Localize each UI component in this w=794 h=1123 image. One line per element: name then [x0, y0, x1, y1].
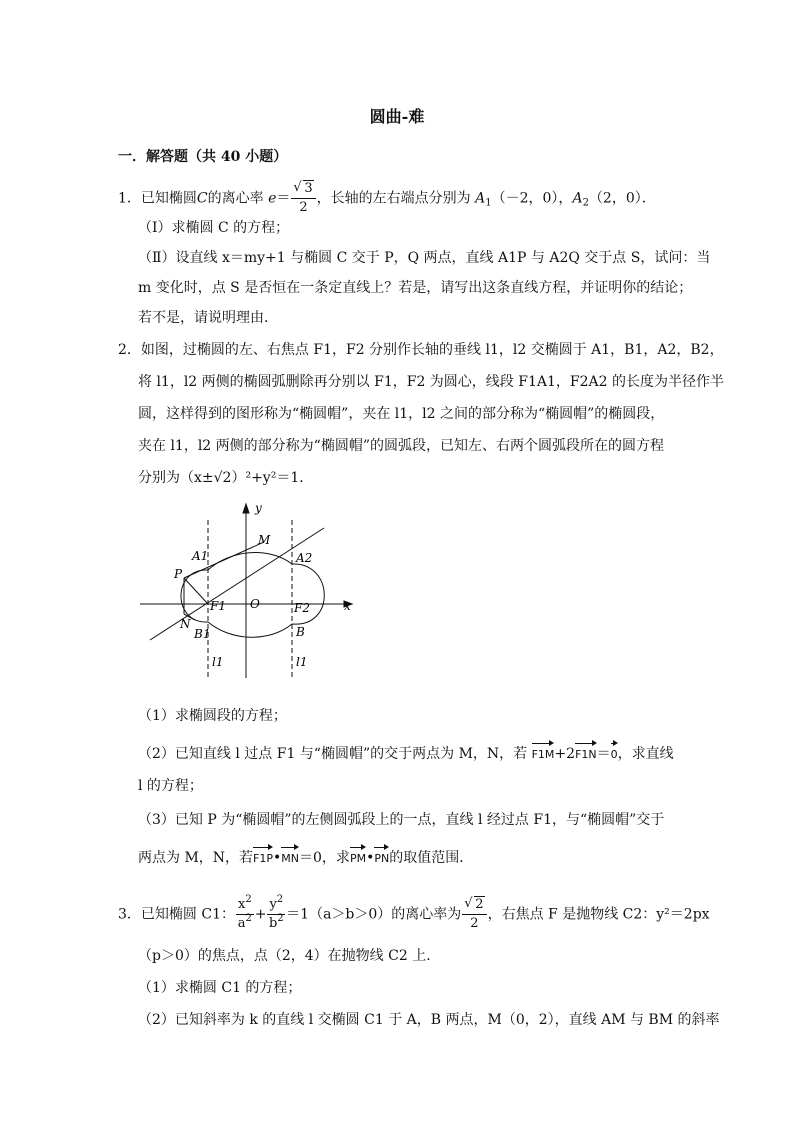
label-a1: A1 — [192, 549, 209, 563]
label-l1-right: l1 — [296, 655, 308, 669]
ellipse-cap-figure — [140, 496, 370, 686]
q2-sub-2-cont: l 的方程； — [138, 778, 203, 794]
label-l1-left: l1 — [212, 655, 224, 669]
label-f1: F1 — [210, 599, 226, 613]
page-title: 圆曲-难 — [369, 107, 425, 126]
vector-pm: PM — [350, 844, 366, 869]
label-p: P — [174, 567, 183, 581]
y-axis-arrow — [243, 504, 249, 513]
q2-sub-2: （2）已知直线 l 过点 F1 与“椭圆帽”的交于两点为 M，N，若 F1M+2F1N＝0，求直线 — [138, 740, 674, 765]
q2-line-5: 分别为（x±√2）²+y²＝1． — [138, 470, 314, 486]
q2-line-3: 圆，这样得到的图形称为“椭圆帽”，夹在 l1，l2 之间的部分称为“椭圆帽”的椭圆段， — [138, 406, 665, 422]
label-m: M — [258, 533, 271, 547]
q2-sub-3-cont: 两点为 M，N，若F1P•MN＝0，求PM•PN的取值范围． — [138, 844, 473, 869]
segment-pf1 — [184, 578, 208, 604]
fraction-sqrt2-2: √ $\frac{2}{2}$ — [462, 896, 486, 933]
label-y: y — [255, 501, 262, 515]
q3-sub-1: （1）求椭圆 C1 的方程； — [138, 980, 302, 996]
label-x: x — [344, 599, 351, 613]
q2-line-4: 夹在 l1，l2 两侧的部分称为“椭圆帽”的圆弧段，已知左、右两个圆弧段所在的圆方程 — [138, 438, 664, 454]
q1-part-2-end: 若不是，请说明理由． — [138, 310, 278, 326]
label-o: O — [250, 597, 260, 611]
vector-f1m: F1M — [532, 740, 555, 765]
label-n: N — [180, 617, 191, 631]
label-f2: F2 — [294, 601, 310, 615]
line-l — [150, 528, 324, 640]
vector-zero: 0 — [611, 740, 618, 765]
ellipse-bottom — [208, 622, 292, 637]
q2-sub-3: （3）已知 P 为“椭圆帽”的左侧圆弧段上的一点，直线 l 经过点 F1，与“椭圆帽”交于 — [138, 812, 665, 828]
q3-line-2: （p＞0）的焦点，点（2，4）在抛物线 C2 上． — [138, 948, 441, 964]
q3-line-1: 3．已知椭圆 C1： $\frac{x^2}{a^2}$ + $\frac{y^2}{b^2}$ ＝1（a＞b＞0）的离心率为 √ $\frac{2}{2}$ ，右焦点 F 是抛物线 C2：y²＝2px — [118, 896, 710, 933]
label-a2: A2 — [296, 551, 313, 565]
fraction-x2-a2: $\frac{x^2}{a^2}$ — [237, 894, 252, 931]
vector-f1n: F1N — [575, 740, 597, 765]
q3-sub-2: （2）已知斜率为 k 的直线 l 交椭圆 C1 于 A，B 两点，M（0，2），直线 AM 与 BM 的斜率 — [138, 1012, 720, 1028]
fraction: √ $\frac{3}{2}$ — [291, 180, 315, 217]
section-heading: 一．解答题（共 40 小题） — [118, 149, 288, 165]
q1-part-1: （Ⅰ）求椭圆 C 的方程； — [138, 220, 290, 236]
label-b1: B1 — [194, 627, 211, 641]
q2-line-2: 将 l1，l2 两侧的椭圆弧删除再分别以 F1，F2 为圆心，线段 F1A1，F2A2 的长度为半径作半 — [138, 374, 724, 390]
label-b: B — [296, 625, 305, 639]
right-arc — [292, 564, 324, 624]
vector-pn: PN — [374, 844, 389, 869]
vector-mn: MN — [281, 844, 299, 869]
q1-line-1: 1．已知椭圆C的离心率 e＝ √ $\frac{3}{2}$ ，长轴的左右端点分别为 $A_1(-2$，0），$A_2(2$，0）． — [118, 180, 656, 217]
q2-line-1: 2．如图，过椭圆的左、右焦点 F1，F2 分别作长轴的垂线 l1，l2 交椭圆于 A1，B1，A2，B2， — [118, 342, 724, 358]
vector-f1p: F1P — [253, 844, 273, 869]
q1-part-2-cont: m 变化时，点 S 是否恒在一条定直线上？若是，请写出这条直线方程，并证明你的结论； — [138, 280, 693, 296]
q1-part-2: （Ⅱ）设直线 x＝my+1 与椭圆 C 交于 P，Q 两点，直线 A1P 与 A2Q 交于点 S，试问：当 — [138, 250, 711, 266]
q2-sub-1: （1）求椭圆段的方程； — [138, 708, 287, 724]
fraction-y2-b2: $\frac{y^2}{b^2}$ — [268, 894, 284, 931]
